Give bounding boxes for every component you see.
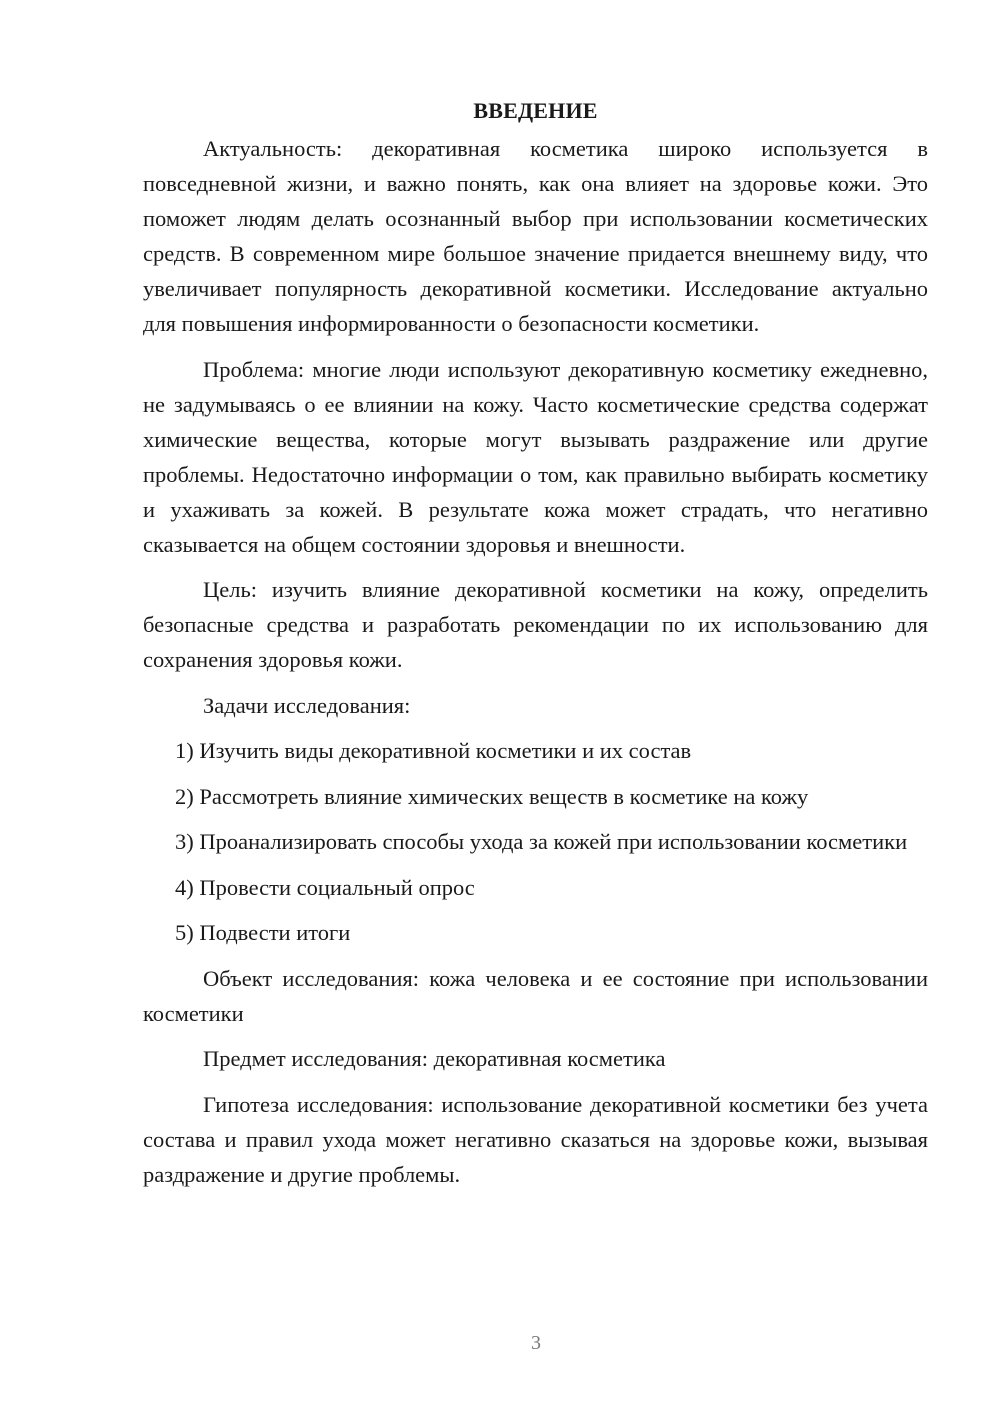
page-number: 3 <box>531 1332 541 1354</box>
subject-paragraph: Предмет исследования: декоративная косметика <box>203 1046 666 1071</box>
goal-paragraph: Цель: изучить влияние декоративной косметики на кожу, определить безопасные средства и разработать рекомендации по их использованию для сохранения здоровья кожи. <box>143 577 928 672</box>
tasks-heading: Задачи исследования: <box>203 692 411 718</box>
task-item-2: 2) Рассмотреть влияние химических веществ в косметике на кожу <box>175 783 809 809</box>
task-item-5: 5) Подвести итоги <box>175 920 351 945</box>
document-page <box>143 92 928 1202</box>
task-item-4: 4) Провести социальный опрос <box>175 874 475 900</box>
hypothesis-paragraph: Гипотеза исследования: использование декоративной косметики без учета состава и правил ухода может негативно сказаться на здоровье кожи, вызывая раздражение и другие проблемы. <box>143 1091 928 1187</box>
relevance-paragraph: Актуальность: декоративная косметика широко используется в повседневной жизни, и важно понять, как она влияет на здоровье кожи. Это поможет людям делать осознанный выбор при использовании косметических средств. В современном мире большое значение придается внешнему виду, что увеличивает популярность декоративной косметики. Исследование актуально для повышения информированности о безопасности косметики. <box>143 136 928 336</box>
object-paragraph: Объект исследования: кожа человека и ее состояние при использовании косметики <box>143 965 928 1026</box>
task-item-1: 1) Изучить виды декоративной косметики и их состав <box>175 738 692 763</box>
page-title: ВВЕДЕНИЕ <box>473 98 598 123</box>
task-item-3: 3) Проанализировать способы ухода за кожей при использовании косметики <box>175 829 908 854</box>
problem-paragraph: Проблема: многие люди используют декоративную косметику ежедневно, не задумываясь о ее влиянии на кожу. Часто косметические средства содержат химические вещества, которые могут вызывать раздражение или другие проблемы. Недостаточно информации о том, как правильно выбирать косметику и ухаживать за кожей. В результате кожа может страдать, что негативно сказывается на общем состоянии здоровья и внешности. <box>143 356 928 557</box>
